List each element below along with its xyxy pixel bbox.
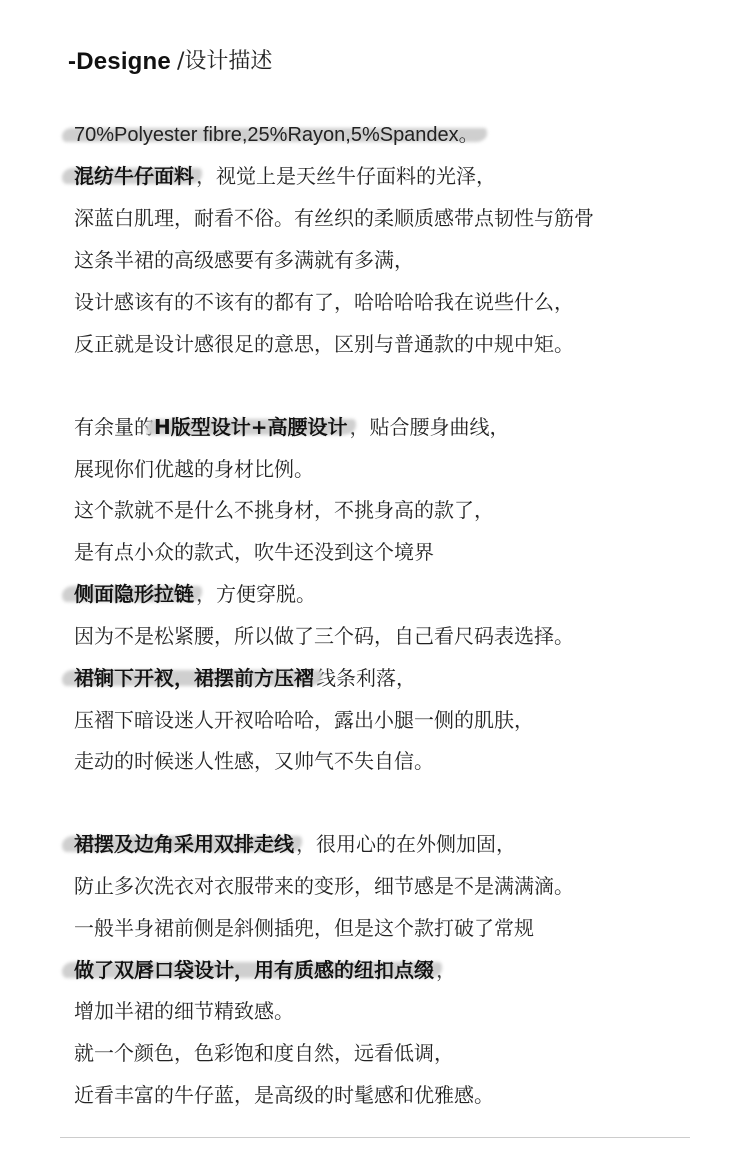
text-line [74, 703, 534, 737]
line-text: 设计感该有的不该有的都有了，哈哈哈哈我在说些什么， [74, 290, 574, 314]
line-text: 这条半裙的高级感要有多满就有多满， [74, 248, 414, 272]
line-text: 就一个颜色，色彩饱和度自然，远看低调， [74, 1041, 454, 1065]
line-text: 一般半身裙前侧是斜侧插兜，但是这个款打破了常规 [74, 916, 534, 940]
text-line [74, 159, 496, 193]
line-text: 走动的时候迷人性感，又帅气不失自信。 [74, 749, 434, 773]
bottom-divider [60, 1137, 690, 1138]
line-text: 深蓝白肌理，耐看不俗。有丝织的柔顺质感带点韧性与筋骨 [74, 206, 594, 230]
text-line [74, 994, 294, 1028]
text-line [74, 619, 574, 653]
line-text: 增加半裙的细节精致感。 [74, 999, 294, 1023]
line-text: 因为不是松紧腰，所以做了三个码，自己看尺码表选择。 [74, 624, 574, 648]
highlight-hem-slit: 裙锏下开衩，裙摆前方压褶 [74, 666, 314, 690]
text-line [74, 827, 516, 861]
section-title-en: -Designe [68, 48, 171, 75]
text-line [74, 285, 574, 319]
text-line [74, 535, 434, 569]
highlight-double-welt-pocket: 做了双唇口袋设计，用有质感的纽扣点缀 [74, 958, 434, 982]
text-line-material [74, 117, 481, 151]
text-line [74, 327, 574, 361]
text-line [74, 243, 414, 277]
line-text: 是有点小众的款式，吹牛还没到这个境界 [74, 540, 434, 564]
text-line [74, 869, 574, 903]
highlight-side-zipper: 侧面隐形拉链 [74, 582, 194, 606]
text-line [74, 1036, 454, 1070]
text-line [74, 452, 314, 486]
text-line [74, 201, 594, 235]
highlight-fabric-composition: 70%Polyester fibre,25%Rayon,5%Spandex。 [74, 124, 479, 146]
text-line [74, 744, 434, 778]
text-line [74, 577, 316, 611]
line-text: ，方便穿脱。 [196, 582, 316, 606]
line-text: 压褶下暗设迷人开衩哈哈哈，露出小腿一侧的肌肤， [74, 708, 534, 732]
highlight-double-stitching: 裙摆及边角采用双排走线 [74, 832, 294, 856]
text-line [74, 410, 510, 444]
section-title-cn: /设计描述 [176, 49, 273, 74]
line-text: 线条利落， [316, 666, 416, 690]
line-text: 反正就是设计感很足的意思，区别与普通款的中规中矩。 [74, 332, 574, 356]
text-line [74, 953, 456, 987]
line-text: 防止多次洗衣对衣服带来的变形，细节感是不是满满滴。 [74, 874, 574, 898]
section-header [68, 38, 272, 78]
text-line [74, 661, 416, 695]
line-text: 展现你们优越的身材比例。 [74, 457, 314, 481]
line-text: ， [436, 958, 456, 982]
highlight-h-silhouette: H版型设计+高腰设计 [154, 415, 348, 439]
text-line [74, 911, 534, 945]
line-text: 有余量的 [74, 415, 154, 439]
line-text: 近看丰富的牛仔蓝，是高级的时髦感和优雅感。 [74, 1083, 494, 1107]
text-line [74, 493, 494, 527]
text-line [74, 1078, 494, 1112]
line-text: 这个款就不是什么不挑身材，不挑身高的款了， [74, 498, 494, 522]
line-text: ，视觉上是天丝牛仔面料的光泽， [196, 164, 496, 188]
highlight-fabric-type: 混纺牛仔面料 [74, 164, 194, 188]
line-text: ，很用心的在外侧加固， [296, 832, 516, 856]
line-text: ，贴合腰身曲线， [349, 415, 510, 439]
